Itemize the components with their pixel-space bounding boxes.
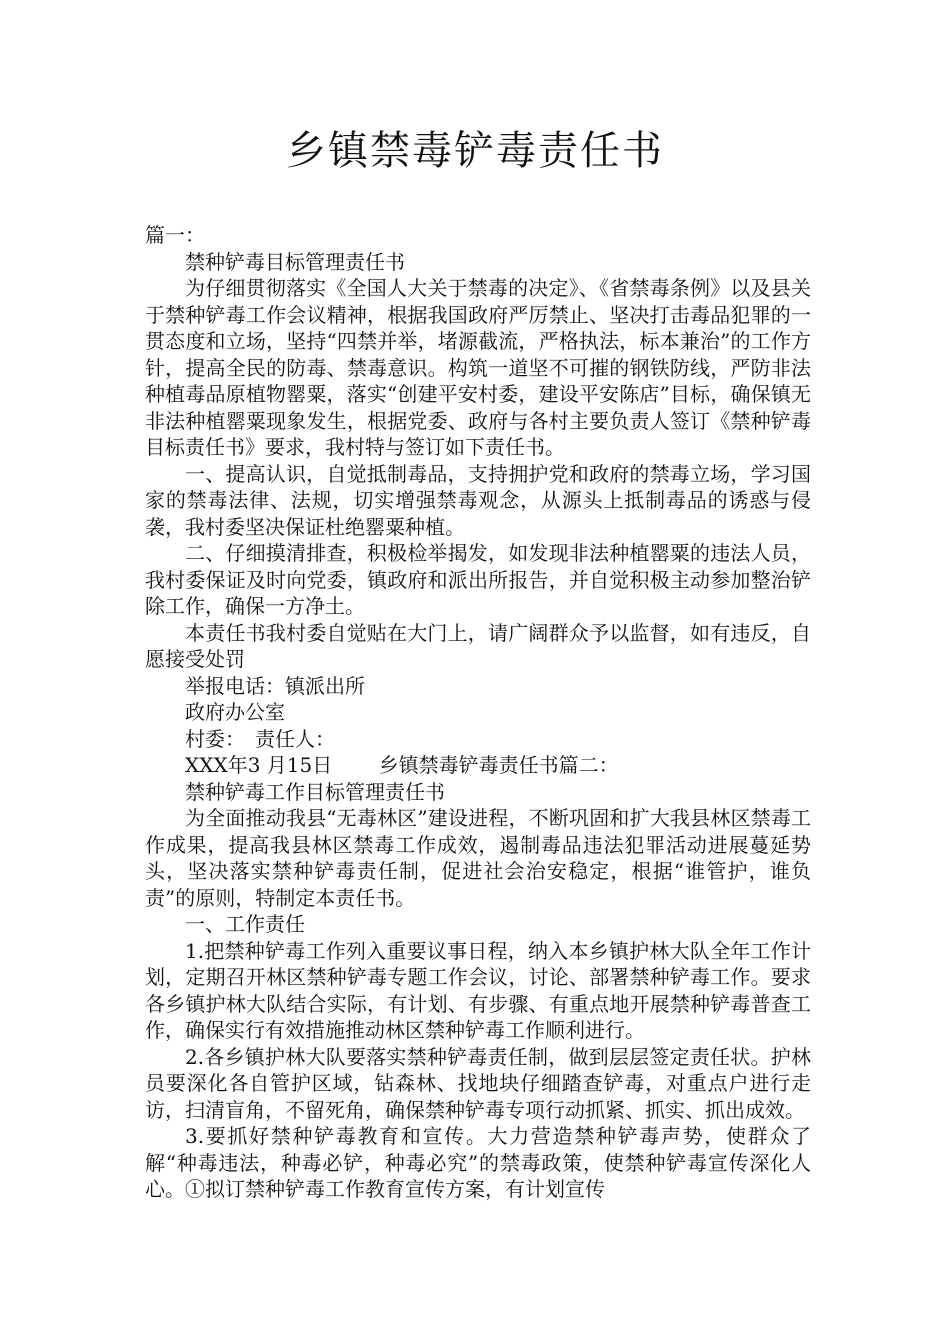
date-line: XXX年3 月15日 乡镇禁毒铲毒责任书篇二： — [185, 753, 619, 777]
paragraph: 2.各乡镇护林大队要落实禁种铲毒责任制，做到层层签定责任状。护林员要深化各自管护区域，钻森林、找地块仔细踏查铲毒，对重点户进行走访，扫清盲角，不留死角，确保禁种铲毒专项行动抓紧、抓实、抓出成效。 — [145, 1044, 811, 1122]
section-heading: 一、工作责任 — [185, 912, 305, 936]
document-title: 乡镇禁毒铲毒责任书 — [286, 128, 664, 174]
report-phone-line: 举报电话：镇派出所 — [185, 673, 365, 698]
section-label: 篇一： — [145, 223, 205, 247]
document-body — [145, 222, 811, 1203]
paragraph: 3.要抓好禁种铲毒教育和宣传。大力营造禁种铲毒声势，使群众了解“种毒违法，种毒必铲，种毒必究”的禁毒政策，使禁种铲毒宣传深化人心。①拟订禁种铲毒工作教育宣传方案，有计划宣传 — [145, 1124, 811, 1201]
office-line: 政府办公室 — [185, 700, 285, 724]
subheading: 禁种铲毒目标管理责任书 — [185, 249, 405, 274]
paragraph: 二、仔细摸清排查，积极检举揭发，如发现非法种植罂粟的违法人员，我村委保证及时向党委，镇政府和派出所报告，并自觉积极主动参加整治铲除工作，确保一方净土。 — [145, 541, 811, 618]
paragraph: 1.把禁种铲毒工作列入重要议事日程，纳入本乡镇护林大队全年工作计划，定期召开林区禁种铲毒专题工作会议，讨论、部署禁种铲毒工作。要求各乡镇护林大队结合实际，有计划、有步骤、有重点地开展禁种铲毒普查工作，确保实行有效措施推动林区禁种铲毒工作顺利进行。 — [145, 938, 811, 1042]
paragraph: 为全面推动我县“无毒林区”建设进程，不断巩固和扩大我县林区禁毒工作成果，提高我县林区禁毒工作成效，遏制毒品违法犯罪活动进展蔓延势头，坚决落实禁种铲毒责任制，促进社会治安稳定，根据“谁管护，谁负责”的原则，特制定本责任书。 — [145, 806, 811, 910]
paragraph: 为仔细贯彻落实《全国人大关于禁毒的决定》、《省禁毒条例》以及县关于禁种铲毒工作会议精神，根据我国政府严厉禁止、坚决打击毒品犯罪的一贯态度和立场，坚持“四禁并举，堵源截流，严格执法，标本兼治”的工作方针，提高全民的防毒、禁毒意识。构筑一道坚不可摧的钢铁防线，严防非法种植毒品原植物罂粟，落实“创建平安村委，建设平安陈店”目标，确保镇无非法种植罂粟现象发生，根据党委、政府与各村主要负责人签订《禁种铲毒目标责任书》要求，我村特与签订如下责任书。 — [145, 276, 811, 459]
signature-line: 村委： 责任人： — [185, 726, 335, 751]
subheading: 禁种铲毒工作目标管理责任书 — [185, 779, 445, 804]
paragraph: 本责任书我村委自觉贴在大门上，请广阔群众予以监督，如有违反，自愿接受处罚 — [145, 620, 811, 671]
paragraph: 一、提高认识，自觉抵制毒品，支持拥护党和政府的禁毒立场，学习国家的禁毒法律、法规，切实增强禁毒观念，从源头上抵制毒品的诱惑与侵袭，我村委坚决保证杜绝罂粟种植。 — [145, 461, 811, 539]
